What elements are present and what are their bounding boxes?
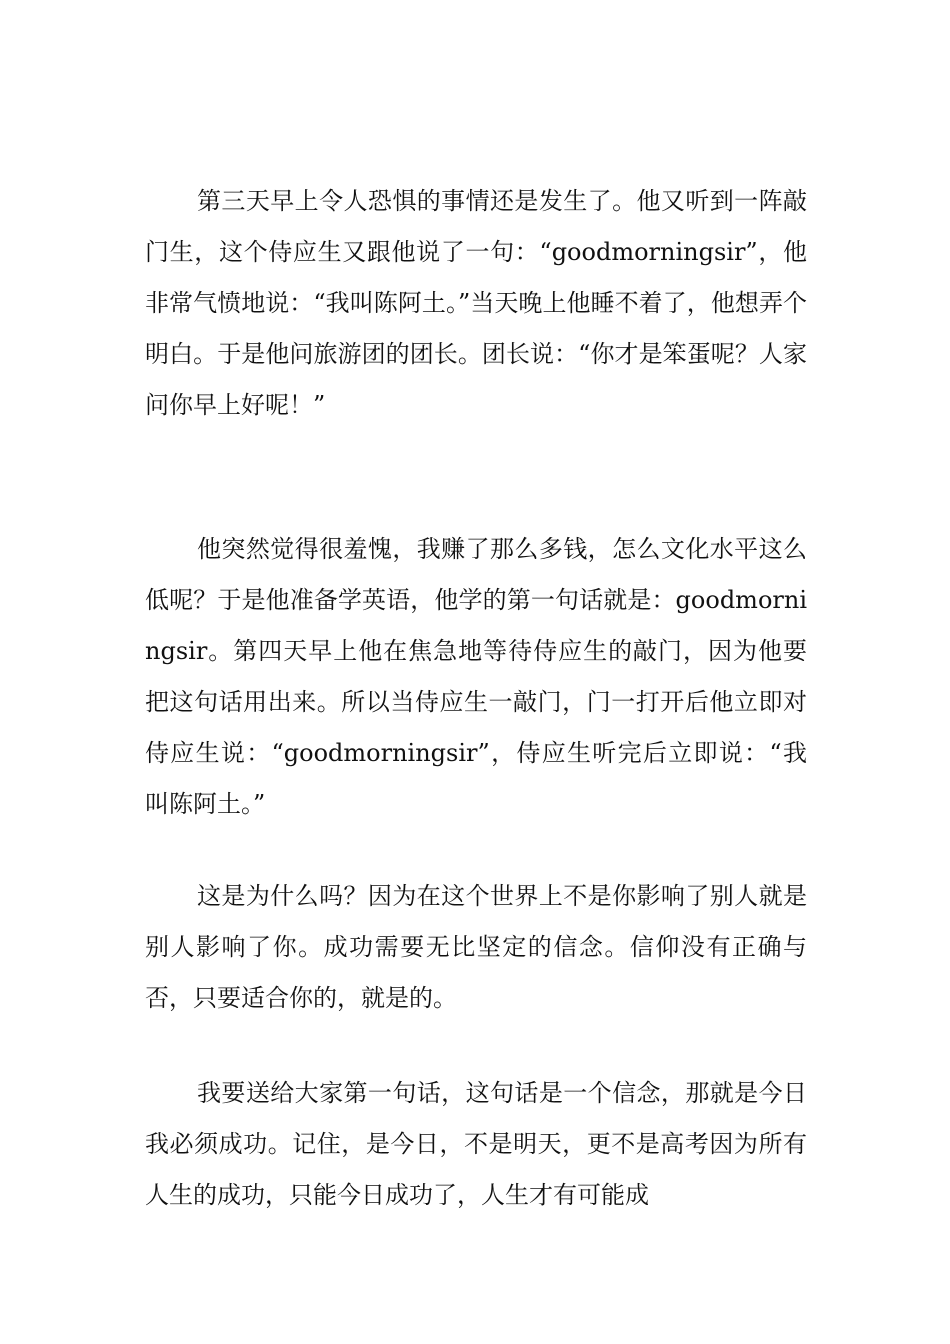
paragraph-4 xyxy=(145,1068,807,1221)
paragraph-2 xyxy=(145,524,807,830)
paragraph-1 xyxy=(145,176,807,431)
paragraph-text: 我要送给大家第一句话，这句话是一个信念，那就是今日我必须成功。记住，是今日，不是明天，更不是高考因为所有人生的成功，只能今日成功了，人生才有可能成 xyxy=(145,1079,807,1209)
paragraph-text: 他突然觉得很羞愧，我赚了那么多钱，怎么文化水平这么低呢？于是他准备学英语，他学的第一句话就是：goodmorningsir。第四天早上他在焦急地等待侍应生的敲门，因为他要把这句话用出来。所以当侍应生一敲门，门一打开后他立即对侍应生说：“goodmorningsir”，侍应生听完后立即说：“我叫陈阿土。” xyxy=(145,535,807,818)
paragraph-text: 这是为什么吗？因为在这个世界上不是你影响了别人就是别人影响了你。成功需要无比坚定的信念。信仰没有正确与否，只要适合你的，就是的。 xyxy=(145,882,807,1012)
paragraph-3 xyxy=(145,871,807,1024)
paragraph-text: 第三天早上令人恐惧的事情还是发生了。他又听到一阵敲门生，这个侍应生又跟他说了一句：“goodmorningsir”，他非常气愤地说：“我叫陈阿土。”当天晚上他睡不着了，他想弄个明白。于是他问旅游团的团长。团长说：“你才是笨蛋呢？人家问你早上好呢！” xyxy=(145,187,807,419)
